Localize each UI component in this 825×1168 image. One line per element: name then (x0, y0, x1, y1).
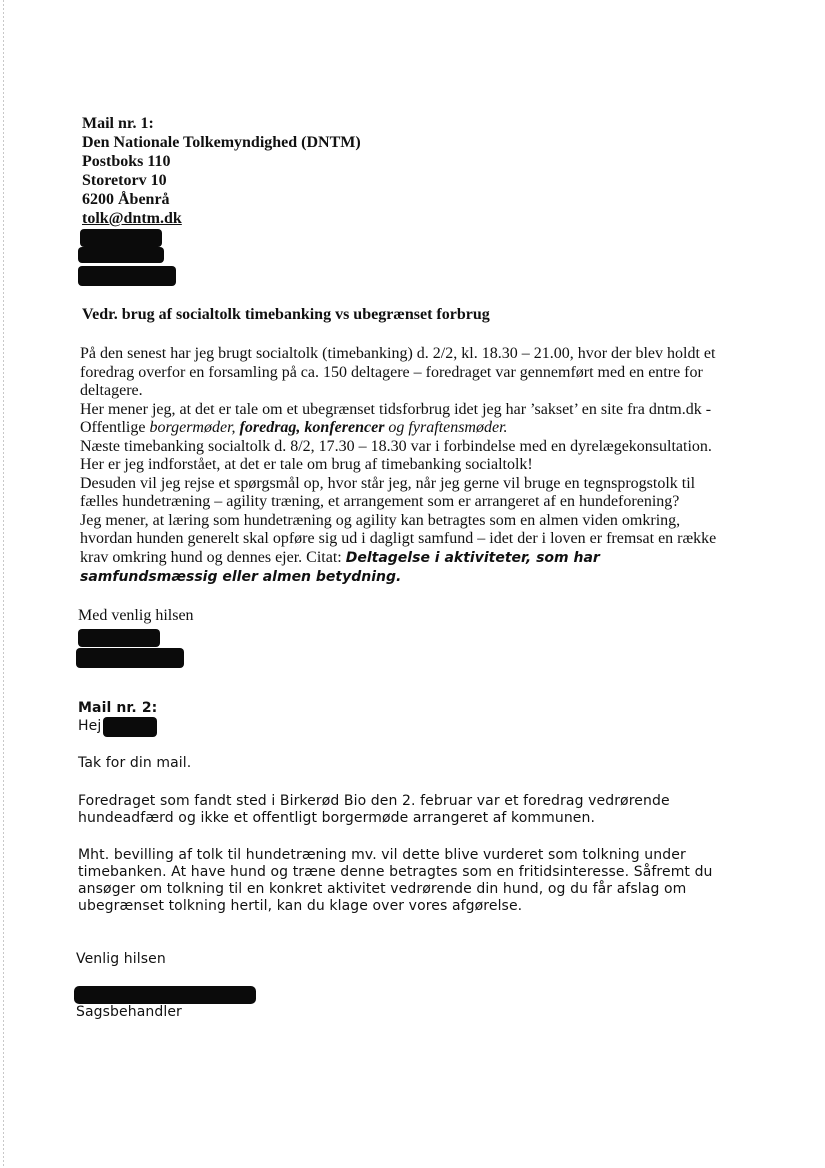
foredrag-konferencer-text: foredrag, konferencer (239, 419, 385, 436)
body-line: Næste timebanking socialtolk d. 8/2, 17.30 – 18.30 var i forbindelse med en dyrelægekonsultation. (80, 438, 712, 455)
subject-line: Vedr. brug af socialtolk timebanking vs ubegrænset forbrug (82, 306, 490, 323)
greeting-text: Hej (78, 718, 102, 734)
body-line: På den senest har jeg brugt socialtolk (timebanking) d. 2/2, kl. 18.30 – 21.00, hvor der blev holdt et (80, 345, 716, 362)
quote-text: Deltagelse i aktiviteter, som har (345, 550, 600, 566)
redaction-bar (78, 266, 176, 286)
body-line: fælles hundetræning – agility træning, et arrangement som er arrangeret af en hundeforening? (80, 493, 680, 510)
signature-role-text: Sagsbehandler (76, 1004, 182, 1020)
redaction-bar (80, 229, 162, 247)
scan-edge-line (3, 0, 4, 1168)
reply-line: timebanken. At have hund og træne denne betragtes som en fritidsinteresse. Såfremt du (78, 864, 713, 880)
recipient-postbox: Postboks 110 (82, 153, 171, 170)
body-line: Her er jeg indforstået, at det er tale om brug af timebanking socialtolk! (80, 456, 533, 473)
redaction-bar (103, 717, 157, 737)
recipient-street: Storetorv 10 (82, 172, 167, 189)
quote-text-continued: samfundsmæssig eller almen betydning. (80, 569, 402, 585)
body-line-offentlige (80, 419, 508, 438)
body-line: deltagere. (80, 382, 143, 399)
borgermoder-text: borgermøder, (149, 419, 240, 436)
fyraftensmoder-text: og fyraftensmøder. (384, 419, 508, 436)
mail1-title: Mail nr. 1: (82, 115, 154, 132)
body-line: Her mener jeg, at det er tale om et ubegrænset tidsforbrug idet jeg har ’sakset’ en site fra dntm.dk - (80, 401, 712, 418)
reply-line: Foredraget som fandt sted i Birkerød Bio den 2. februar var et foredrag vedrørende (78, 793, 670, 809)
offentlige-text: Offentlige (80, 419, 150, 436)
body-line: Desuden vil jeg rejse et spørgsmål op, hvor står jeg, når jeg gerne vil bruge en tegnsprogstolk til (80, 475, 696, 492)
body-line: Jeg mener, at læring som hundetræning og agility kan betragtes som en almen viden omkring, (80, 512, 681, 529)
body-line: hvordan hunden generelt skal opføre sig ud i dagligt samfund – idet der i loven er fremsat en række (80, 530, 717, 547)
reply-line: ansøger om tolkning til en konkret aktivitet vedrørende din hund, og du får afslag om (78, 881, 687, 897)
recipient-name: Den Nationale Tolkemyndighed (DNTM) (82, 134, 361, 151)
recipient-email-link[interactable]: tolk@dntm.dk (82, 210, 182, 227)
reply-line: hundeadfærd og ikke et offentligt borgermøde arrangeret af kommunen. (78, 810, 596, 826)
body-line-citat (80, 549, 600, 568)
reply-line: Mht. bevilling af tolk til hundetræning mv. vil dette blive vurderet som tolkning under (78, 847, 686, 863)
redaction-bar (74, 986, 256, 1004)
closing-text: Venlig hilsen (76, 951, 166, 967)
recipient-city: 6200 Åbenrå (82, 191, 170, 208)
reply-line: ubegrænset tolkning hertil, kan du klage over vores afgørelse. (78, 898, 523, 914)
citat-prefix-text: krav omkring hund og dennes ejer. Citat: (80, 549, 346, 566)
redaction-bar (76, 648, 184, 668)
redaction-bar (78, 629, 160, 647)
thanks-text: Tak for din mail. (78, 755, 192, 771)
mail2-title: Mail nr. 2: (78, 700, 158, 716)
closing-text: Med venlig hilsen (78, 607, 194, 624)
body-line: foredrag overfor en forsamling på ca. 150 deltagere – foredraget var gennemført med en entre for (80, 364, 703, 381)
redaction-bar (78, 247, 164, 263)
